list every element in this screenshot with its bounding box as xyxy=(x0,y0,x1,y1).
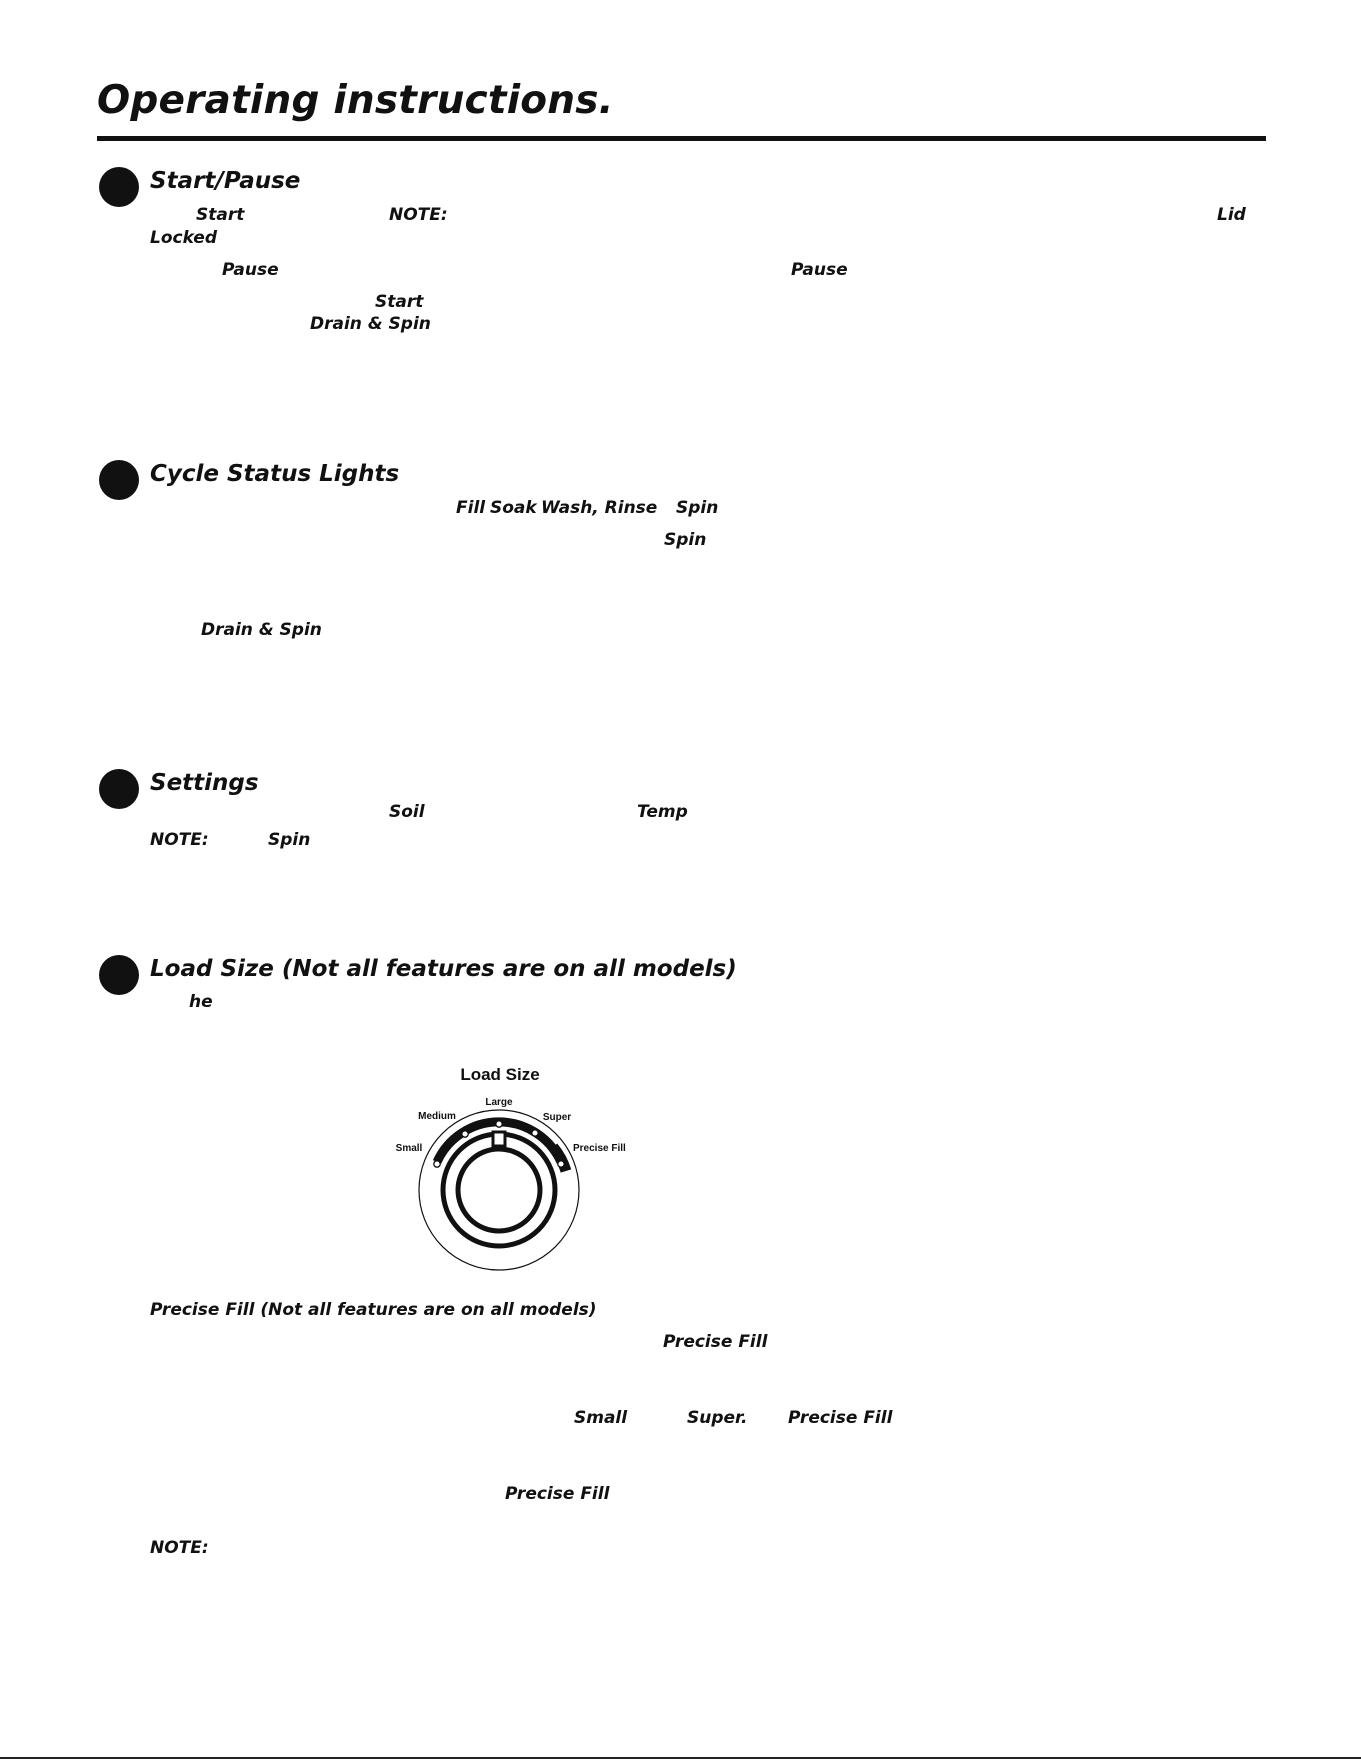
keyword-precise-fill: Precise Fill xyxy=(788,1408,893,1428)
load-size-dial-diagram xyxy=(380,1060,650,1280)
keyword-pause: Pause xyxy=(222,260,279,280)
keyword-start: Start xyxy=(196,205,245,225)
keyword-note: NOTE: xyxy=(389,205,448,225)
keyword-note: NOTE: xyxy=(150,1538,209,1558)
section-heading-cycle-status: Cycle Status Lights xyxy=(150,461,400,487)
dial-label-precise-fill: Precise Fill xyxy=(573,1143,626,1154)
dial-indicator-medium xyxy=(462,1131,468,1137)
keyword-start: Start xyxy=(375,292,424,312)
section-bullet-load-size xyxy=(99,955,139,995)
dial-indicator-super xyxy=(532,1130,538,1136)
section-heading-settings: Settings xyxy=(150,770,259,796)
page-title: Operating instructions. xyxy=(97,78,614,123)
dial-pointer xyxy=(493,1132,505,1146)
keyword-super: Super. xyxy=(687,1408,748,1428)
section-bullet-settings xyxy=(99,769,139,809)
keyword-temp: Temp xyxy=(637,802,688,822)
keyword-drain-spin: Drain & Spin xyxy=(310,314,431,334)
section-heading-start-pause: Start/Pause xyxy=(150,168,301,194)
section-heading-load-size: Load Size (Not all features are on all models) xyxy=(150,956,737,982)
section-bullet-start-pause xyxy=(99,167,139,207)
keyword-note: NOTE: xyxy=(150,830,209,850)
dial-title: Load Size xyxy=(460,1065,540,1084)
dial-indicator-precise-fill xyxy=(558,1161,564,1167)
dial-label-large: Large xyxy=(485,1097,513,1108)
keyword-spin: Spin xyxy=(664,530,707,550)
keyword-spin: Spin xyxy=(676,498,719,518)
section-bullet-cycle-status xyxy=(99,460,139,500)
dial-label-small: Small xyxy=(395,1143,423,1154)
keyword-soil: Soil xyxy=(389,802,425,822)
keyword-drain-spin: Drain & Spin xyxy=(201,620,322,640)
keyword-spin: Spin xyxy=(268,830,311,850)
dial-indicator-small xyxy=(434,1161,440,1167)
keyword-wash-rinse: Wash, Rinse xyxy=(541,498,658,518)
keyword-he: he xyxy=(189,992,213,1012)
dial-label-super: Super xyxy=(542,1112,572,1123)
keyword-locked: Locked xyxy=(150,228,217,248)
subheading-precise-fill: Precise Fill (Not all features are on all models) xyxy=(150,1300,597,1320)
keyword-pause: Pause xyxy=(791,260,848,280)
keyword-small: Small xyxy=(574,1408,628,1428)
dial-label-medium: Medium xyxy=(418,1111,456,1122)
keyword-soak: Soak xyxy=(490,498,537,518)
keyword-precise-fill: Precise Fill xyxy=(505,1484,610,1504)
dial-indicator-large xyxy=(496,1121,502,1127)
keyword-precise-fill: Precise Fill xyxy=(663,1332,768,1352)
dial-knob-inner xyxy=(458,1149,540,1231)
page-bottom-rule xyxy=(0,1757,1361,1759)
keyword-lid: Lid xyxy=(1217,205,1246,225)
title-rule xyxy=(97,136,1266,141)
keyword-fill: Fill xyxy=(456,498,486,518)
